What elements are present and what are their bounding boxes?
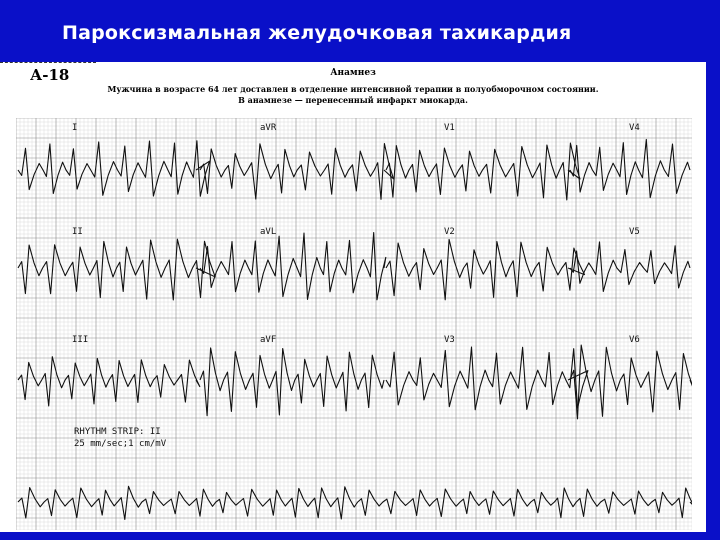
lead-label-v2: V2 [444,227,455,237]
bottom-accent-stripe [0,532,720,540]
right-accent-stripe [706,0,720,540]
lead-label-ii: II [72,227,83,237]
lead-label-v3: V3 [444,335,455,345]
lead-label-v4: V4 [629,123,640,133]
lead-label-avr: aVR [260,123,277,133]
history-line-2: В анамнезе — перенесенный инфаркт миокарда. [238,95,468,105]
history-line-1: Мужчина в возрасте 64 лет доставлен в отделение интенсивной терапии в полуобморочном состоянии. [107,84,599,94]
anamnesis-heading: Анамнез [330,68,376,78]
lead-label-avl: aVL [260,227,277,237]
ecg-strip [16,118,692,530]
lead-label-v6: V6 [629,335,640,345]
case-id: А-18 [30,66,70,84]
lead-label-v1: V1 [444,123,455,133]
lead-label-v5: V5 [629,227,640,237]
slide-title: Пароксизмальная желудочковая тахикардия [62,22,572,44]
lead-label-i: I [72,123,78,133]
lead-label-iii: III [72,335,89,345]
ecg-paper [16,118,692,530]
title-bar [0,0,720,62]
rhythm-strip-label: RHYTHM STRIP: II [74,427,161,437]
calibration-caption: 25 mm/sec;1 cm/mV [74,439,167,449]
lead-label-avf: aVF [260,335,277,345]
